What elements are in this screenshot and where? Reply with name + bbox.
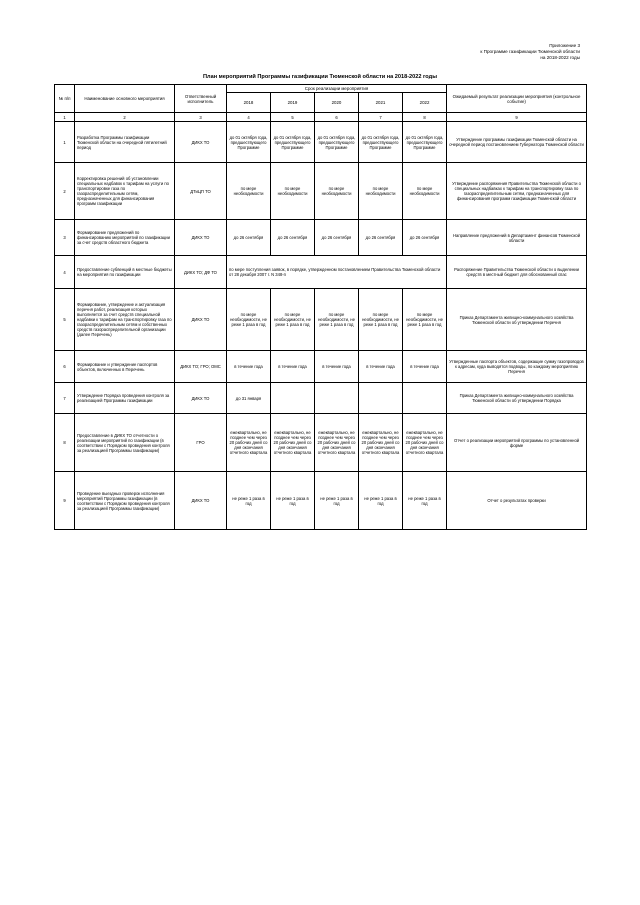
appendix-line: Приложение 3: [549, 43, 580, 48]
row-result: Приказ Департамента жилищно-коммунального хозяйства Тюменской области об утверждении Порядка: [447, 383, 587, 414]
row-responsible: ДИКХ ТО; ГРО; ОМС: [175, 351, 227, 383]
column-number: 6: [315, 113, 359, 122]
column-number: 2: [75, 113, 175, 122]
row-year-cell: ежеквартально, не позднее чем через 20 рабочих дней со дня окончания отчетного квартала: [315, 414, 359, 472]
row-year-cell: ежеквартально, не позднее чем через 20 рабочих дней со дня окончания отчетного квартала: [359, 414, 403, 472]
row-result: Распоряжение Правительства Тюменской области о выделении средств в местный бюджет для обоснованный спас: [447, 256, 587, 289]
row-responsible: ДИКХ ТО: [175, 289, 227, 351]
row-year-cell: до 01 октября года, предшествующего Программе: [271, 122, 315, 163]
row-year-cell: до 26 сентября: [315, 220, 359, 256]
row-name: Разработка Программы газификации Тюменской области на очередной пятилетний период: [75, 122, 175, 163]
row-year-cell: [315, 383, 359, 414]
table-row: [55, 220, 587, 256]
row-year-cell: по мере необходимости, не реже 1 раза в год: [359, 289, 403, 351]
row-year-cell: по мере необходимости, не реже 1 раза в год: [227, 289, 271, 351]
header-num: № п/п: [55, 85, 75, 113]
appendix-line: к Программе газификации Тюменской области: [480, 49, 580, 54]
row-num: 2: [55, 163, 75, 220]
column-number: 9: [447, 113, 587, 122]
row-result: Приказ Департамента жилищно-коммунального хозяйства Тюменской области об утверждении Перечня: [447, 289, 587, 351]
row-year-cell: [271, 383, 315, 414]
row-result: Утверждение программы газификации Тюменской области на очередной период постановлением Губернатора Тюменской области: [447, 122, 587, 163]
row-name: Проведение выездных проверок исполнения мероприятий Программы газификации (в соответствии с Порядком проведения контроля за реализацией Программы газификации): [75, 472, 175, 530]
row-year-cell: до 26 сентября: [271, 220, 315, 256]
row-year-cell: по мере необходимости: [315, 163, 359, 220]
table-row: [55, 383, 587, 414]
row-num: 1: [55, 122, 75, 163]
row-year-cell: ежеквартально, не позднее чем через 20 рабочих дней со дня окончания отчетного квартала: [227, 414, 271, 472]
row-responsible: ДИКХ ТО: [175, 122, 227, 163]
column-number: 3: [175, 113, 227, 122]
header-name: Наименование основного мероприятия: [75, 85, 175, 113]
row-year-cell: в течение года: [403, 351, 447, 383]
header-year: 2020: [315, 93, 359, 113]
header-result: Ожидаемый результат реализации мероприятия (контрольное событие): [447, 85, 587, 113]
row-responsible: ДИКХ ТО: [175, 220, 227, 256]
row-name: Утверждение Порядка проведения контроля за реализацией Программы газификации: [75, 383, 175, 414]
row-name: Предоставление в ДИКХ ТО отчетности о реализации мероприятий по газификации (в соответствии с Порядком проведения контроля за реализацией Программы газификации): [75, 414, 175, 472]
table-row: [55, 256, 587, 289]
header-responsible: Ответственный исполнитель: [175, 85, 227, 113]
table-row: [55, 122, 587, 163]
row-year-cell: не реже 1 раза в год: [227, 472, 271, 530]
column-number: 8: [403, 113, 447, 122]
row-responsible: ГРО: [175, 414, 227, 472]
row-year-cell: до 26 сентября: [403, 220, 447, 256]
row-year-cell: до 01 октября года, предшествующего Программе: [359, 122, 403, 163]
row-year-cell: по мере необходимости, не реже 1 раза в год: [271, 289, 315, 351]
row-year-cell: не реже 1 раза в год: [315, 472, 359, 530]
row-name: Формирование и утверждение паспортов объектов, включенных в Перечень: [75, 351, 175, 383]
row-responsible: ДТиЦП ТО: [175, 163, 227, 220]
row-year-cell: не реже 1 раза в год: [359, 472, 403, 530]
row-result: Утвержденные паспорта объектов, содержащие сумму газопроводов к адресам, куда выводятся подводы, по каждому мероприятию Перечня: [447, 351, 587, 383]
row-year-cell: до 01 октября года, предшествующего Программе: [227, 122, 271, 163]
row-year-cell: не реже 1 раза в год: [403, 472, 447, 530]
plan-table: [54, 84, 587, 530]
table-row: [55, 163, 587, 220]
row-year-cell: по мере необходимости, не реже 1 раза в год: [315, 289, 359, 351]
column-number-row: [55, 113, 587, 122]
row-result: Отчет о результатах проверки: [447, 472, 587, 530]
header-year: 2022: [403, 93, 447, 113]
appendix-note: [400, 43, 580, 61]
row-year-cell: [403, 383, 447, 414]
row-year-cell: по мере необходимости: [359, 163, 403, 220]
row-num: 4: [55, 256, 75, 289]
row-responsible: ДИКХ ТО: [175, 383, 227, 414]
row-result: Отчет о реализации мероприятий программы по установленной форме: [447, 414, 587, 472]
row-num: 7: [55, 383, 75, 414]
table-row: [55, 289, 587, 351]
header-year: 2019: [271, 93, 315, 113]
row-year-cell: в течение года: [271, 351, 315, 383]
row-num: 6: [55, 351, 75, 383]
column-number: 5: [271, 113, 315, 122]
row-num: 3: [55, 220, 75, 256]
row-year-cell: по мере необходимости: [271, 163, 315, 220]
header-year: 2018: [227, 93, 271, 113]
row-responsible: ДИКХ ТО: [175, 472, 227, 530]
row-num: 8: [55, 414, 75, 472]
row-year-cell: ежеквартально, не позднее чем через 20 рабочих дней со дня окончания отчетного квартала: [271, 414, 315, 472]
row-responsible: ДИКХ ТО; ДФ ТО: [175, 256, 227, 289]
row-name: Корректировка решений об установлении специальных надбавок к тарифам на услуги по транспортировке газа по газораспределительным сетям, предназначенных для финансирования программ газификации: [75, 163, 175, 220]
row-year-cell: [359, 383, 403, 414]
row-year-cell: по мере необходимости: [227, 163, 271, 220]
row-num: 9: [55, 472, 75, 530]
row-name: Предоставление субвенций в местные бюджеты на мероприятия по газификации: [75, 256, 175, 289]
table-row: [55, 472, 587, 530]
row-year-cell: в течение года: [315, 351, 359, 383]
row-year-cell: по мере необходимости: [403, 163, 447, 220]
row-result: Направление предложений в Департамент финансов Тюменской области: [447, 220, 587, 256]
row-year-cell: по мере необходимости, не реже 1 раза в год: [403, 289, 447, 351]
row-name: Формирование, утверждение и актуализация перечня работ, реализация которых выполняется за счет средств специальной надбавки к тарифам на транспортировку газа по газораспределительным сетям и собственных средств газораспределительной организации (далее Перечень): [75, 289, 175, 351]
column-number: 1: [55, 113, 75, 122]
row-year-cell: до 01 октября года, предшествующего Программе: [403, 122, 447, 163]
row-span-deadline: по мере поступления заявок, в порядке, утвержденном постановлением Правительства Тюменской области от 28 декабря 2007 г. N 348-п: [227, 256, 447, 289]
column-number: 7: [359, 113, 403, 122]
column-number: 4: [227, 113, 271, 122]
header-year: 2021: [359, 93, 403, 113]
row-year-cell: ежеквартально, не позднее чем через 20 рабочих дней со дня окончания отчетного квартала: [403, 414, 447, 472]
row-year-cell: до 01 октября года, предшествующего Программе: [315, 122, 359, 163]
row-result: Утверждение распоряжения Правительства Тюменской области о специальных надбавках к тарифам на транспортировку газа по газораспределительным сетям, предназначенных для финансирования программ газификации Тюменской области: [447, 163, 587, 220]
row-year-cell: до 26 сентября: [227, 220, 271, 256]
row-year-cell: в течение года: [227, 351, 271, 383]
row-year-cell: не реже 1 раза в год: [271, 472, 315, 530]
row-name: Формирование предложений по финансированию мероприятий по газификации за счет средств областного бюджета: [75, 220, 175, 256]
table-row: [55, 414, 587, 472]
header-deadline-group: Срок реализации мероприятия: [227, 85, 447, 93]
table-row: [55, 351, 587, 383]
row-year-cell: в течение года: [359, 351, 403, 383]
appendix-line: на 2018-2022 годы: [540, 55, 580, 60]
document-title: План мероприятий Программы газификации Тюменской области на 2018-2022 годы: [203, 74, 437, 80]
row-num: 5: [55, 289, 75, 351]
row-year-cell: до 31 января: [227, 383, 271, 414]
row-year-cell: до 26 сентября: [359, 220, 403, 256]
